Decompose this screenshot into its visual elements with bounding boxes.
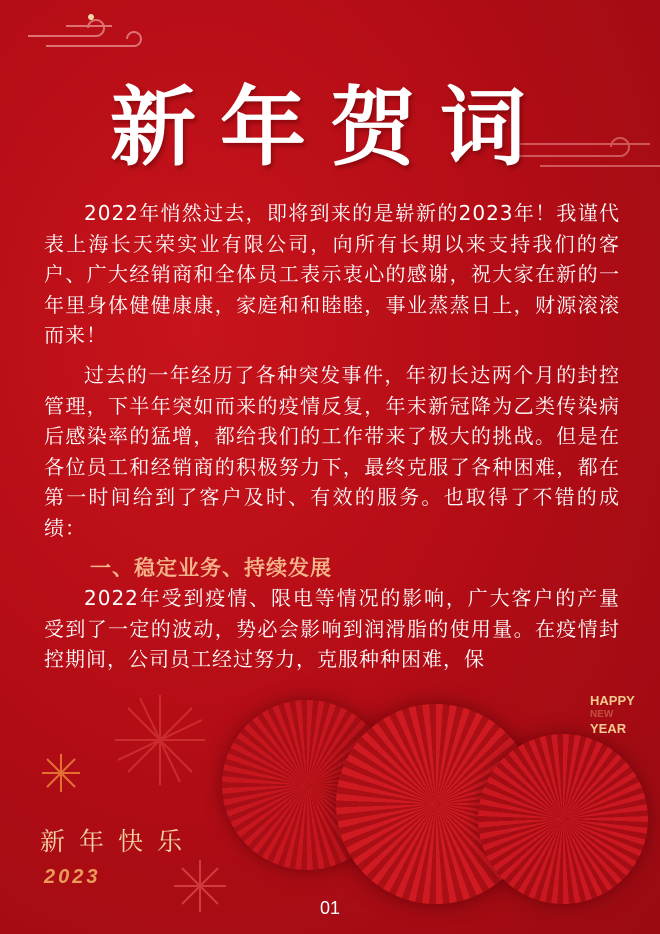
badge-line1: HAPPY (590, 693, 635, 708)
greeting-paragraph: 2022年悄然过去，即将到来的是崭新的2023年！我谨代表上海长天荣实业有限公司，向所有长期以来支持我们的客户、广大经销商和全体员工表示衷心的感谢，祝大家在新的一年里身体健健康康，家庭和和睦睦，事业蒸蒸日上，财源滚滚而来！ (44, 201, 620, 347)
firework-small-icon (40, 752, 82, 794)
page-title: 新年贺词 (110, 77, 550, 178)
firework-icon (110, 690, 210, 790)
badge-line2: NEW (590, 709, 614, 720)
badge-line3: YEAR (590, 721, 627, 736)
page-number: 01 (319, 898, 341, 918)
happy-new-year-badge (590, 694, 635, 736)
footer-year: 2023 (44, 866, 101, 888)
sparkle-dot (88, 14, 94, 20)
footer-greeting: 新年快乐 (40, 827, 197, 856)
section-heading: 一、稳定业务、持续发展 (90, 556, 332, 580)
paper-fan-right (478, 734, 648, 904)
section-paragraph: 2022年受到疫情、限电等情况的影响，广大客户的产量受到了一定的波动，势必会影响到润滑脂的使用量。在疫情封控期间，公司员工经过努力，克服种种困难，保 (44, 586, 620, 671)
cloud-ornament-top-left (26, 14, 146, 54)
review-paragraph: 过去的一年经历了各种突发事件，年初长达两个月的封控管理，下半年突如而来的疫情反复，年末新冠降为乙类传染病后感染率的猛增，都给我们的工作带来了极大的挑战。但是在各位员工和经销商的积极努力下，最终克服了各种困难，都在第一时间给到了客户及时、有效的服务。也取得了不错的成绩： (44, 363, 620, 540)
